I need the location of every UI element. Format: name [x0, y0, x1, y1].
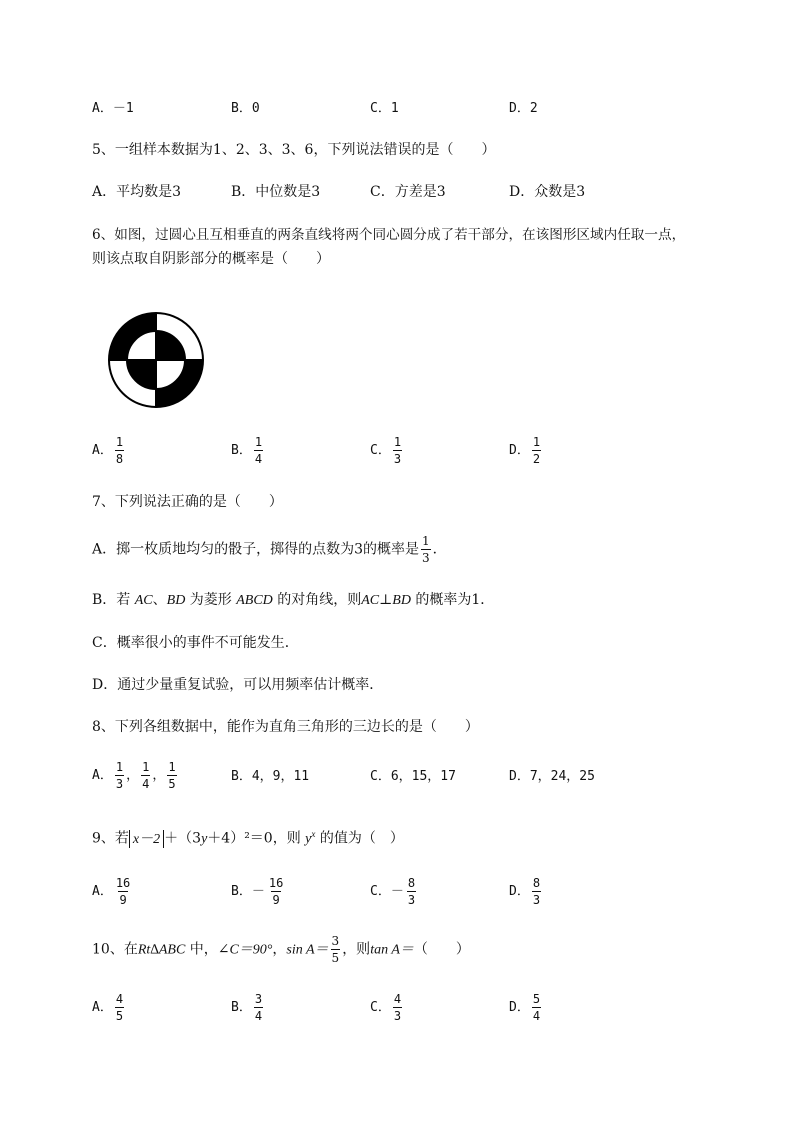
q7-option-c: C．概率很小的事件不可能发生． [92, 635, 299, 651]
q8-option-a: A． $\frac{1}{3}$ ， $\frac{1}{4}$ ， $\frac{1}{5}$ [92, 760, 176, 791]
q9-stem: 9、若 x－2 ＋（3y＋4）²＝0，则 $y^x$ 的值为（ ） [92, 829, 404, 847]
q10-option-b: B． $\frac{3}{4}$ [231, 992, 263, 1023]
q5-option-c: C．方差是3 [370, 184, 446, 200]
q6-stem-line2: 则该点取自阴影部分的概率是（ ） [92, 251, 330, 267]
q9-option-b: B．－ $\frac{16}{9}$ [231, 876, 284, 907]
q10-stem: 10、在Rt∆ABC 中，∠C＝90°，sin A＝ $\frac{3}{5}$ ，则tan A＝（ ） [92, 934, 470, 965]
q6-option-a: A． $\frac{1}{8}$ [92, 435, 124, 466]
q9-option-d: D． $\frac{8}{3}$ [509, 876, 541, 907]
q10-option-d: D． $\frac{5}{4}$ [509, 992, 541, 1023]
q8-option-b: B．4，9，11 [231, 769, 310, 784]
q6-stem-line1: 6、如图，过圆心且互相垂直的两条直线将两个同心圆分成了若干部分，在该图形区域内任取一点， [92, 227, 686, 243]
q5-option-b: B．中位数是3 [231, 184, 321, 200]
q10-option-a: A． $\frac{4}{5}$ [92, 992, 124, 1023]
q9-option-a: A． $\frac{16}{9}$ [92, 876, 131, 907]
q6-option-b: B． $\frac{1}{4}$ [231, 435, 263, 466]
q4-option-d: D．2 [509, 101, 538, 116]
q4-option-a: A．－1 [92, 101, 134, 116]
q6-option-c: C． $\frac{1}{3}$ [370, 435, 402, 466]
q5-option-a: A．平均数是3 [92, 184, 182, 200]
q9-option-c: C．－ $\frac{8}{3}$ [370, 876, 416, 907]
absolute-value-bars: x－2 [129, 830, 164, 848]
q7-option-d: D．通过少量重复试验，可以用频率估计概率． [92, 677, 384, 693]
q8-stem: 8、下列各组数据中，能作为直角三角形的三边长的是（ ） [92, 719, 479, 735]
q5-option-d: D．众数是3 [509, 184, 586, 200]
concentric-circles-figure [106, 310, 206, 410]
q8-option-d: D．7，24，25 [509, 769, 595, 784]
q7-stem: 7、下列说法正确的是（ ） [92, 494, 283, 510]
q5-stem: 5、一组样本数据为1、2、3、3、6，下列说法错误的是（ ） [92, 142, 496, 158]
q4-option-b: B．0 [231, 101, 260, 116]
q6-option-d: D． $\frac{1}{2}$ [509, 435, 541, 466]
q8-option-c: C．6，15，17 [370, 769, 456, 784]
q7-option-a: A．掷一枚质地均匀的骰子，掷得的点数为3的概率是 $\frac{1}{3}$ ． [92, 534, 447, 565]
q4-option-c: C．1 [370, 101, 399, 116]
q10-option-c: C． $\frac{4}{3}$ [370, 992, 402, 1023]
q7-option-b: B．若 AC、BD 为菱形 ABCD 的对角线，则AC⊥BD 的概率为1． [92, 592, 495, 608]
